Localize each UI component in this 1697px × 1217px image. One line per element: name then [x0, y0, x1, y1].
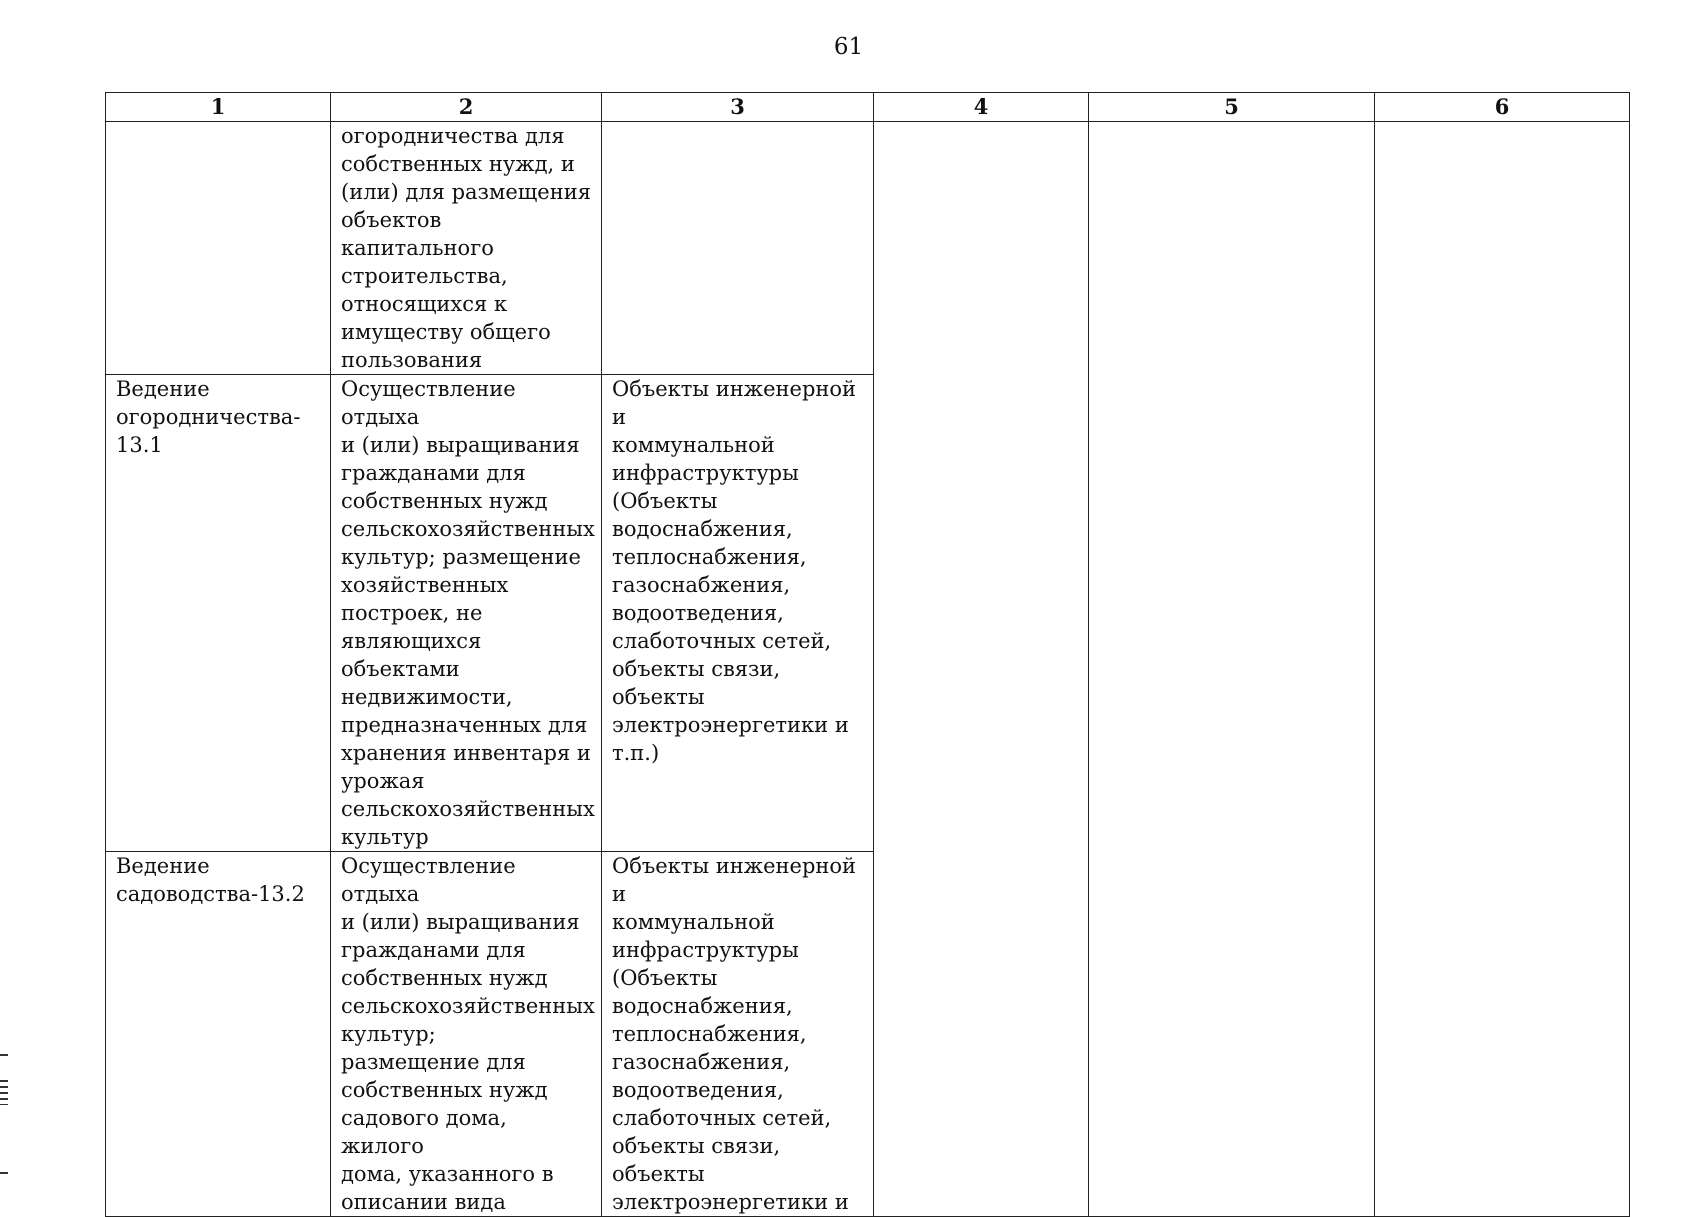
- table-row: [106, 122, 1630, 375]
- cell-objects: [602, 375, 874, 852]
- cell-description: [331, 852, 602, 1217]
- cell-column-6: [1375, 122, 1630, 1217]
- column-header-1: 1: [106, 93, 331, 122]
- cell-text: Объекты инженерной и коммунальной инфраструктуры (Объекты водоснабжения, теплоснабжения, газоснабжения, водоотведения, слаботочных сетей, объекты связи, объекты электроэнергетики и т.п.): [612, 377, 857, 765]
- table-header-row: [106, 93, 1630, 122]
- cell-column-5: [1089, 122, 1375, 1217]
- cell-description: [331, 375, 602, 852]
- column-header-6: 6: [1375, 93, 1630, 122]
- cell-zone-name: [106, 852, 331, 1217]
- cell-text: Ведение садоводства-13.2: [116, 854, 305, 906]
- column-header-4: 4: [874, 93, 1089, 122]
- cell-zone-name: [106, 122, 331, 375]
- scan-mark: [0, 1172, 8, 1174]
- scan-mark: [0, 1080, 8, 1082]
- cell-objects: [602, 122, 874, 375]
- cell-text: Объекты инженерной и коммунальной инфраструктуры (Объекты водоснабжения, теплоснабжения, газоснабжения, водоотведения, слаботочных сетей, объекты связи, объекты электроэнергетики и: [612, 854, 857, 1214]
- scan-mark: [0, 1086, 8, 1088]
- column-header-5: 5: [1089, 93, 1375, 122]
- scan-mark: [0, 1092, 8, 1094]
- cell-column-4: [874, 122, 1089, 1217]
- document-table: [105, 92, 1630, 1217]
- column-header-2: 2: [331, 93, 602, 122]
- scan-mark: [0, 1098, 8, 1100]
- cell-text: Осуществление отдыха и (или) выращивания гражданами для собственных нужд сельскохозяйственных культур; размещение для собственных нужд садового дома, жилого дома, указанного в описании вида: [341, 854, 595, 1214]
- scan-mark: [0, 1054, 8, 1056]
- cell-text: огородничества для собственных нужд, и (или) для размещения объектов капитального строительства, относящихся к имуществу общего пользования: [341, 124, 591, 372]
- scan-mark: [0, 1104, 8, 1105]
- cell-text: Ведение огородничества- 13.1: [116, 377, 301, 457]
- page-number: 61: [833, 34, 864, 60]
- cell-objects: [602, 852, 874, 1217]
- column-header-3: 3: [602, 93, 874, 122]
- cell-text: Осуществление отдыха и (или) выращивания гражданами для собственных нужд сельскохозяйственных культур; размещение хозяйственных построек, не являющихся объектами недвижимости, предназначенных для хранения инвентаря и урожая сельскохозяйственных культур: [341, 377, 595, 849]
- cell-zone-name: [106, 375, 331, 852]
- cell-description: [331, 122, 602, 375]
